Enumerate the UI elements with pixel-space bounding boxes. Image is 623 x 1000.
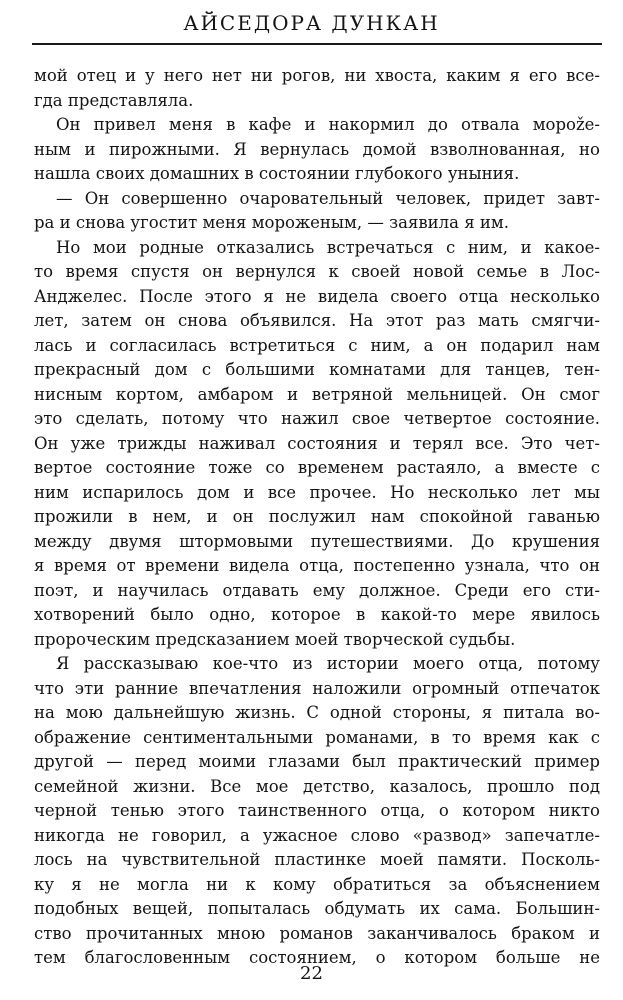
text-line: ображение сентиментальными романами, в то время как с: [34, 727, 600, 747]
text-line: пророческим предсказанием моей творческой судьбы.: [34, 629, 516, 649]
header-divider: [32, 43, 602, 45]
text-line: мой отец и у него нет ни рогов, ни хвоста, каким я его все-: [34, 66, 600, 85]
text-line: гда представляла.: [34, 90, 194, 110]
text-line: тем благословенным состоянием, о котором больше не: [34, 948, 600, 967]
text-line: черной тенью этого таинственного отца, о котором никто: [34, 801, 600, 820]
text-line: ра и снова угостит меня мороженым, — заявила я им.: [34, 213, 509, 232]
text-line: лось на чувствительной пластинке моей памяти. Посколь-: [34, 850, 600, 869]
text-line: лет, затем он снова объявился. На этот раз мать смягчи-: [34, 311, 600, 330]
text-line: это сделать, потому что нажил свое четвертое состояние.: [34, 409, 600, 428]
text-line: ним испарилось дом и все прочее. Но несколько лет мы: [34, 482, 600, 502]
running-header-title: АЙСЕДОРА ДУНКАН: [183, 11, 440, 35]
text-line: я время от времени видела отца, постепенно узнала, что он: [34, 556, 600, 575]
text-line: вертое состояние тоже со временем растаяло, а вместе с: [34, 458, 600, 477]
text-line: нашла своих домашних в состоянии глубокого уныния.: [34, 164, 520, 183]
text-line: подобных вещей, попыталась обдумать их сама. Большин-: [34, 899, 600, 918]
body-text: [34, 64, 600, 971]
page-number: 22: [300, 963, 323, 984]
text-line: другой — перед моими глазами был практический пример: [34, 752, 600, 771]
text-line: никогда не говорил, а ужасное слово «развод» запечатле-: [34, 825, 600, 845]
text-line: ным и пирожными. Я вернулась домой взволнованная, но: [34, 139, 600, 159]
text-line: Анджелес. После этого я не видела своего отца несколько: [34, 286, 600, 306]
text-line: нисным кортом, амбаром и ветряной мельницей. Он смог: [34, 384, 600, 404]
text-line: лась и согласилась встретиться с ним, а он подарил нам: [34, 335, 600, 355]
text-line: Он привел меня в кафе и накормил до отвала морože-: [56, 115, 600, 134]
text-line: Он уже трижды наживал состояния и терял все. Это чет-: [34, 433, 600, 453]
text-line: ство прочитанных мною романов заканчивалось браком и: [34, 923, 600, 943]
text-line: между двумя штормовыми путешествиями. До крушения: [34, 531, 600, 551]
text-line: что эти ранние впечатления наложили огромный отпечаток: [34, 678, 600, 698]
text-line: прожили в нем, и он послужил нам спокойной гаванью: [34, 507, 600, 526]
text-line: Я рассказываю кое-что из истории моего отца, потому: [56, 654, 600, 673]
text-line: ку я не могла ни к кому обратиться за объяснением: [34, 874, 600, 894]
text-line: поэт, и научилась отдавать ему должное. Среди его сти-: [34, 580, 600, 600]
text-line: прекрасный дом с большими комнатами для танцев, тен-: [34, 360, 600, 379]
text-line: на мою дальнейшую жизнь. С одной стороны, я питала во-: [34, 703, 600, 722]
text-line: Но мои родные отказались встречаться с ним, и какое-: [56, 237, 600, 257]
text-line: то время спустя он вернулся к своей новой семье в Лос-: [34, 262, 600, 281]
text-line: хотворений было одно, которое в какой-то мере явилось: [34, 605, 600, 624]
text-line: — Он совершенно очаровательный человек, придет завт-: [56, 188, 600, 208]
text-line: семейной жизни. Все мое детство, казалось, прошло под: [34, 776, 600, 796]
